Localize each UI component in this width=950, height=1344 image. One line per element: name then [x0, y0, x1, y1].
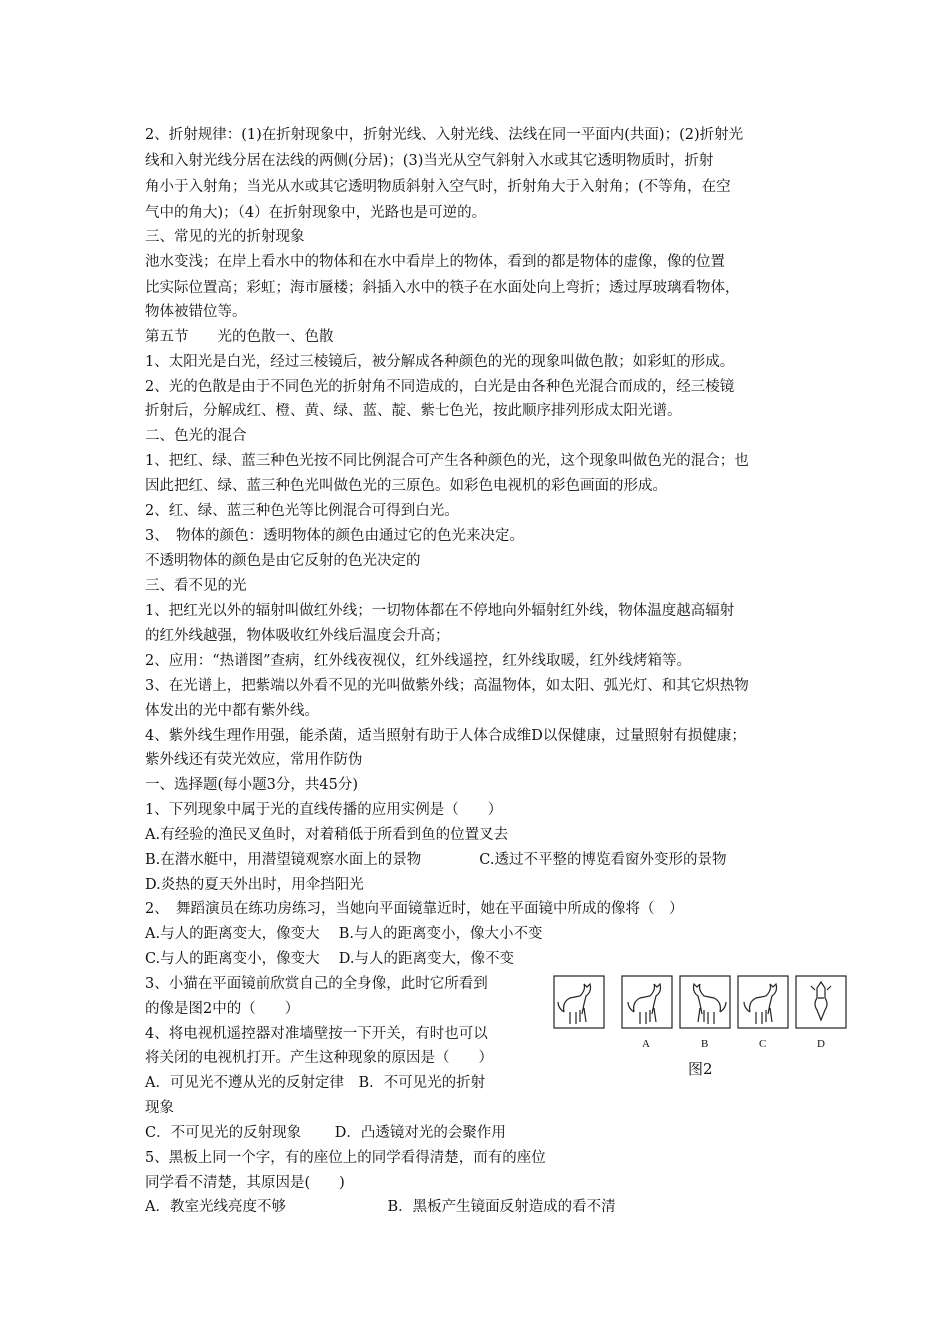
- figure-caption: 图2: [688, 1060, 713, 1078]
- question-3-cont: 的像是图2中的（ ）: [145, 1001, 300, 1017]
- text-line: 的红外线越强，物体吸收红外线后温度会升高；: [145, 628, 450, 644]
- text-line: 体发出的光中都有紫外线。: [145, 703, 319, 719]
- text-line: 2、光的色散是由于不同色光的折射角不同造成的，白光是由各种色光混合而成的，经三棱镜: [145, 379, 735, 395]
- text-line: 1、把红、绿、蓝三种色光按不同比例混合可产生各种颜色的光，这个现象叫做色光的混合；也: [145, 453, 749, 469]
- option-line: D.炎热的夏天外出时，用伞挡阳光: [145, 877, 364, 893]
- section-heading: 一、选择题(每小题3分，共45分): [145, 777, 358, 793]
- section-heading: 二、色光的混合: [145, 428, 247, 444]
- text-line: 4、紫外线生理作用强，能杀菌，适当照射有助于人体合成维D以保健康，过量照射有损健康；: [145, 728, 746, 744]
- question-5: 5、黑板上同一个字，有的座位上的同学看得清楚，而有的座位: [145, 1150, 546, 1166]
- section-heading: 三、常见的光的折射现象: [145, 229, 305, 245]
- text-line: 2、折射规律：(1)在折射现象中，折射光线、入射光线、法线在同一平面内(共面)；(2)折射光: [145, 127, 744, 143]
- question-4-cont: 将关闭的电视机打开。产生这种现象的原因是（ ）: [145, 1050, 493, 1066]
- question-3: 3、小猫在平面镜前欣赏自己的全身像，此时它所看到: [145, 976, 488, 992]
- text-line: 角小于入射角；当光从水或其它透明物质斜射入空气时，折射角大于入射角；(不等角，在空: [145, 179, 731, 195]
- figure-2: [550, 968, 850, 1088]
- figure-option-d: D: [817, 1038, 825, 1050]
- text-line: 折射后，分解成红、橙、黄、绿、蓝、靛、紫七色光，按此顺序排列形成太阳光谱。: [145, 403, 682, 419]
- text-line: 线和入射光线分居在法线的两侧(分居)；(3)当光从空气斜射入水或其它透明物质时，折射: [145, 153, 714, 169]
- text-line: 不透明物体的颜色是由它反射的色光决定的: [145, 553, 421, 569]
- option-line: 现象: [145, 1100, 174, 1116]
- figure-option-b: B: [701, 1038, 709, 1050]
- text-line: 2、红、绿、蓝三种色光等比例混合可得到白光。: [145, 503, 459, 519]
- text-line: 因此把红、绿、蓝三种色光叫做色光的三原色。如彩色电视机的彩色画面的形成。: [145, 478, 667, 494]
- text-line: 1、把红光以外的辐射叫做红外线；一切物体都在不停地向外辐射红外线，物体温度越高辐射: [145, 603, 735, 619]
- option-line: A．可见光不遵从光的反射定律 B．不可见光的折射: [145, 1075, 486, 1091]
- option-line: A．教室光线亮度不够 B．黑板产生镜面反射造成的看不清: [145, 1199, 616, 1215]
- section-heading: 第五节 光的色散一、色散: [145, 329, 334, 345]
- question-5-cont: 同学看不清楚，其原因是( ): [145, 1175, 345, 1191]
- section-heading: 三、看不见的光: [145, 578, 247, 594]
- option-line: C．不可见光的反射现象 D．凸透镜对光的会聚作用: [145, 1125, 506, 1141]
- text-line: 2、应用：“热谱图”查病，红外线夜视仪，红外线遥控，红外线取暖，红外线烤箱等。: [145, 653, 692, 669]
- option-line: A.有经验的渔民叉鱼时，对着稍低于所看到鱼的位置叉去: [145, 827, 509, 843]
- option-line: B.在潜水艇中，用潜望镜观察水面上的景物 C.透过不平整的博览看窗外变形的景物: [145, 852, 727, 868]
- text-line: 3、在光谱上，把紫端以外看不见的光叫做紫外线；高温物体，如太阳、弧光灯、和其它炽热物: [145, 678, 749, 694]
- text-line: 1、太阳光是白光，经过三棱镜后，被分解成各种颜色的光的现象叫做色散；如彩虹的形成。: [145, 354, 735, 370]
- question-4: 4、将电视机遥控器对准墙壁按一下开关，有时也可以: [145, 1026, 488, 1042]
- option-line: C.与人的距离变小，像变大 D.与人的距离变大，像不变: [145, 951, 515, 967]
- question-2: 2、 舞蹈演员在练功房练习，当她向平面镜靠近时，她在平面镜中所成的像将（ ）: [145, 901, 684, 917]
- option-line: A.与人的距离变大，像变大 B.与人的距离变小，像大小不变: [145, 926, 543, 942]
- cat-icon: [550, 968, 850, 1048]
- text-line: 物体被错位等。: [145, 304, 247, 320]
- text-line: 3、 物体的颜色：透明物体的颜色由通过它的色光来决定。: [145, 528, 524, 544]
- text-line: 气中的角大)；（4）在折射现象中，光路也是可逆的。: [145, 205, 487, 221]
- figure-option-c: C: [759, 1038, 767, 1050]
- text-line: 比实际位置高；彩虹；海市蜃楼；斜插入水中的筷子在水面处向上弯折；透过厚玻璃看物体，: [145, 280, 740, 296]
- text-line: 紫外线还有荧光效应，常用作防伪: [145, 752, 363, 768]
- figure-option-a: A: [642, 1038, 650, 1050]
- question-1: 1、下列现象中属于光的直线传播的应用实例是（ ）: [145, 802, 503, 818]
- text-line: 池水变浅；在岸上看水中的物体和在水中看岸上的物体，看到的都是物体的虚像，像的位置: [145, 254, 725, 270]
